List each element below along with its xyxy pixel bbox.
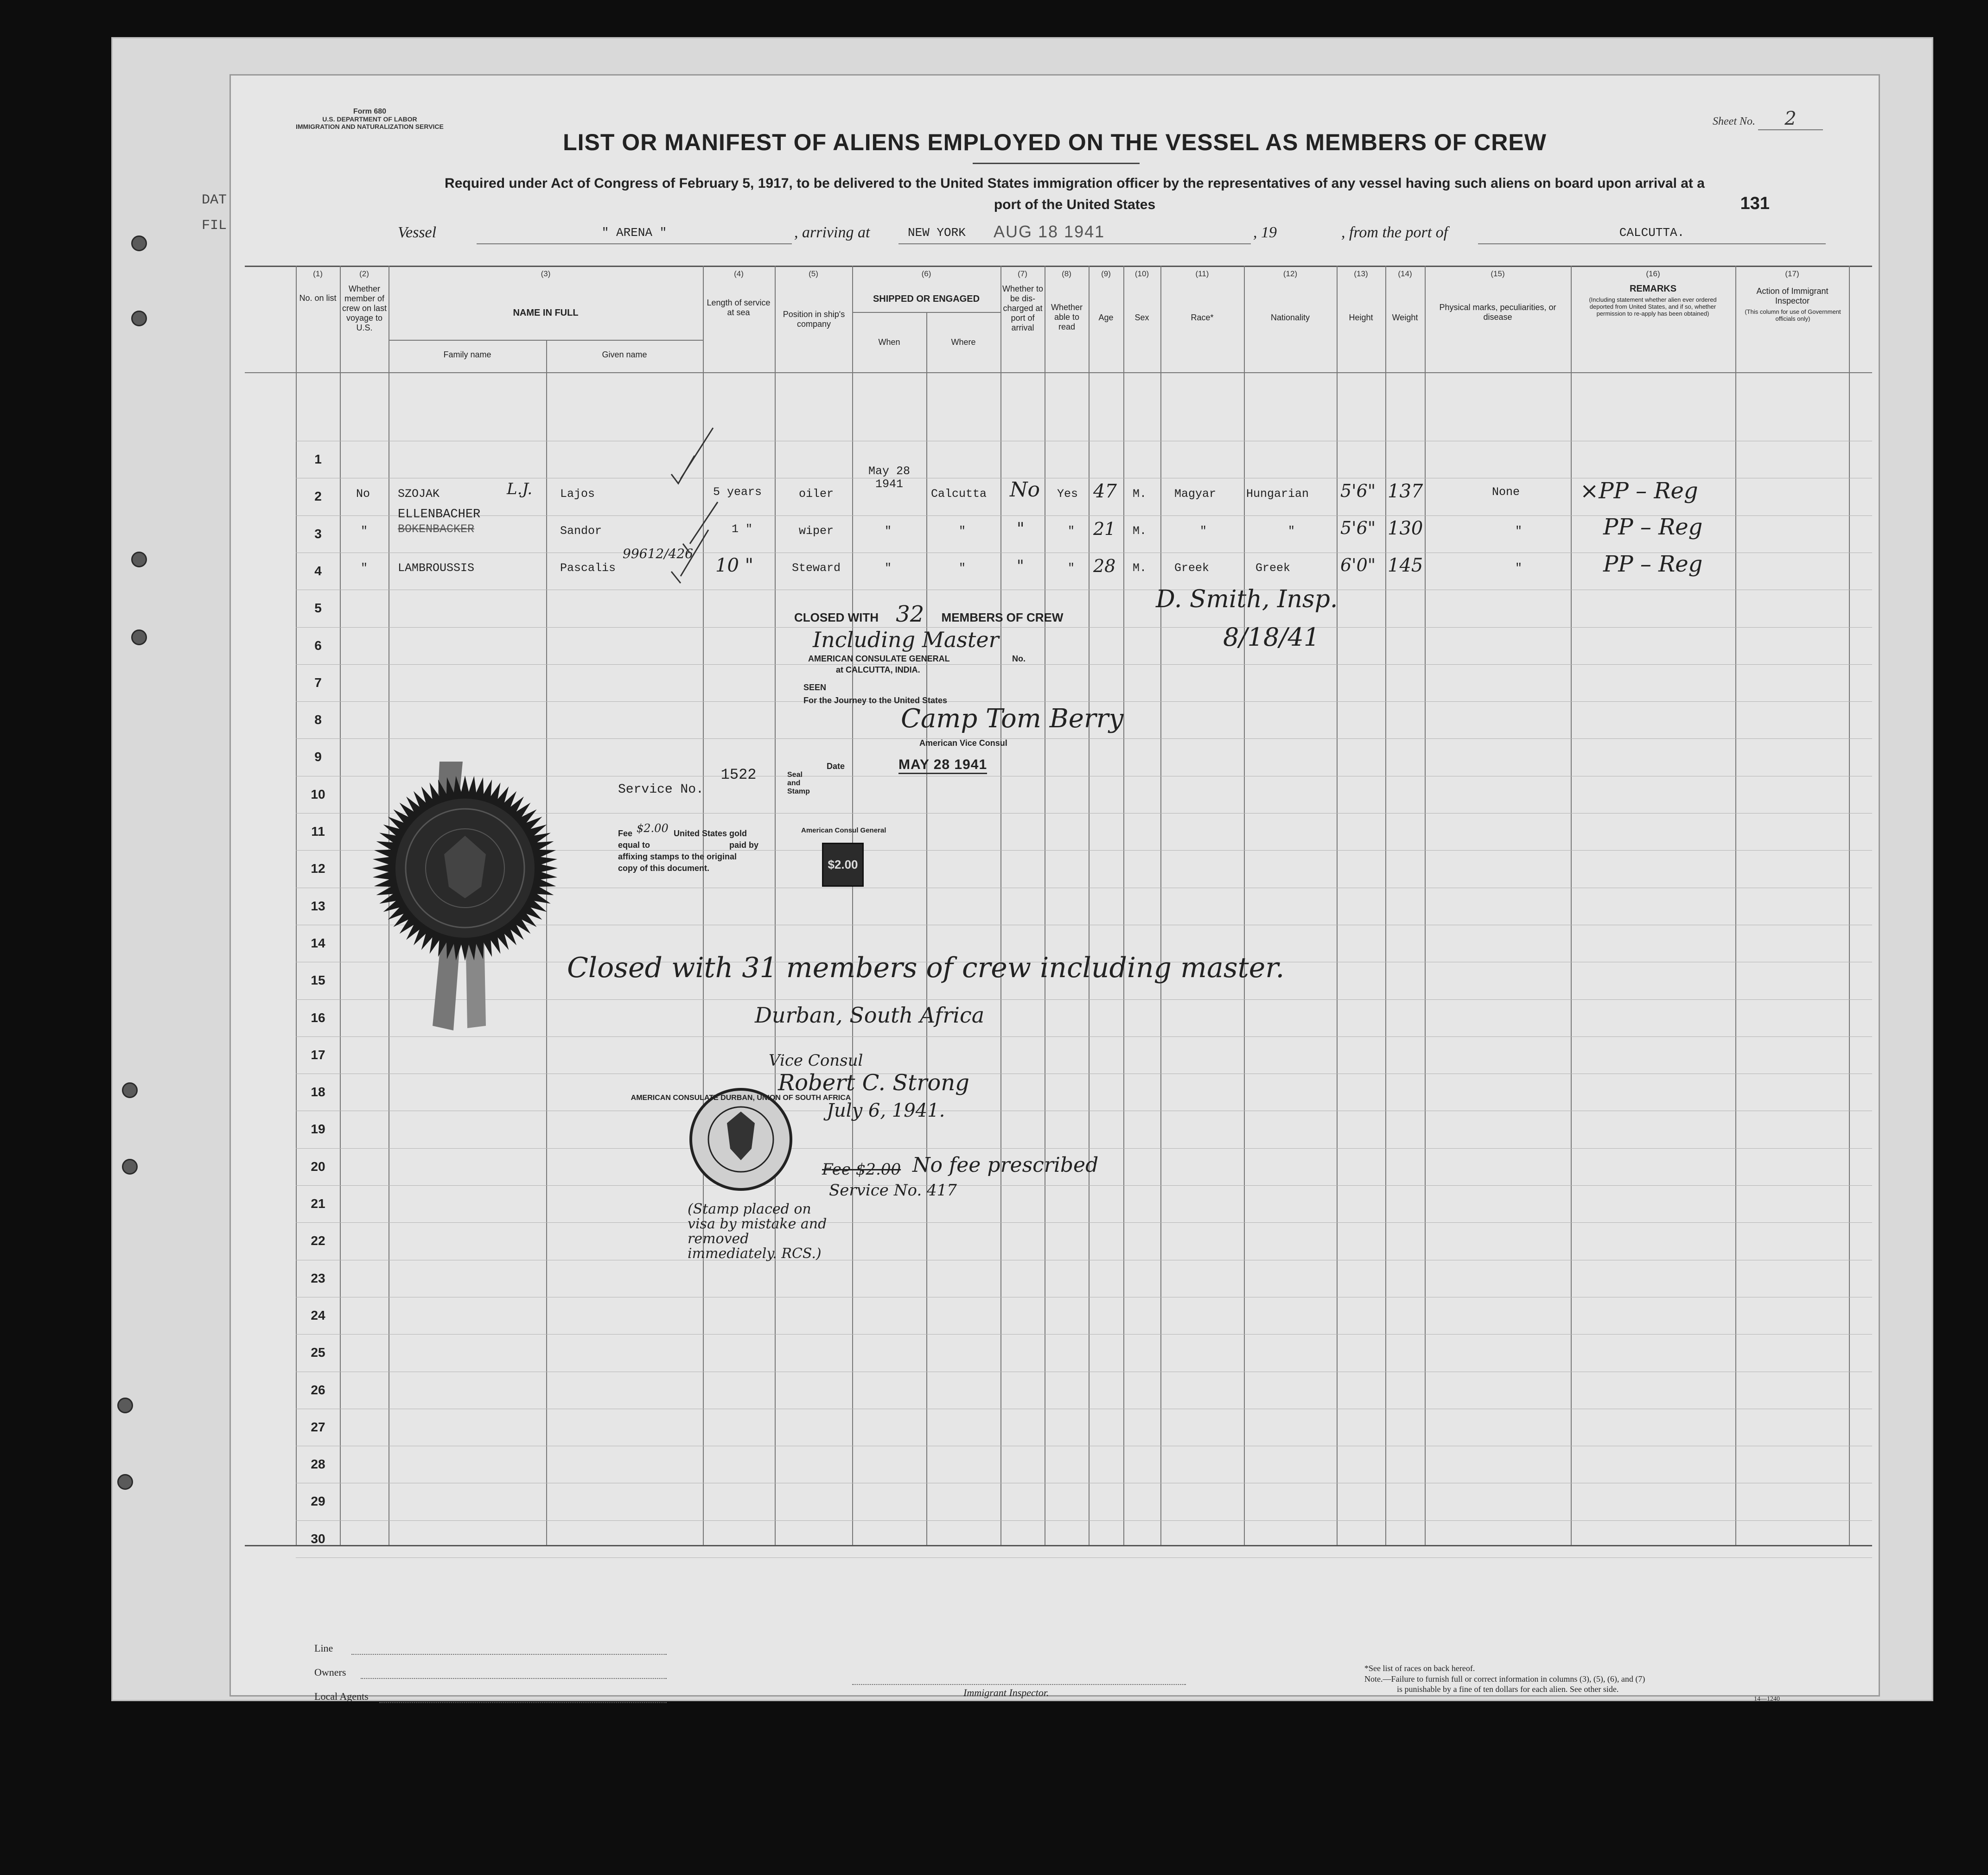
row2-weight: 130 [1388, 518, 1423, 539]
row3-remarks: PP – Reg [1603, 551, 1703, 577]
table-top-rule [245, 266, 1872, 267]
footer-owners-rule [361, 1678, 667, 1679]
footer-agents-label: Local Agents [314, 1691, 369, 1702]
row3-last-voyage: " [361, 561, 368, 575]
header-able-read: Whether able to read [1051, 303, 1083, 331]
header-name-in-full: NAME IN FULL [513, 308, 579, 318]
binder-hole [122, 1159, 138, 1175]
header-sex: Sex [1134, 313, 1149, 322]
inspector-date: 8/18/41 [1223, 623, 1320, 652]
row1-where: Calcutta [931, 487, 987, 501]
consular-seal [384, 752, 579, 1040]
consulate-seen: SEEN [803, 683, 827, 692]
column-number-6: (6) [921, 269, 931, 278]
line-number: 16 [311, 1010, 325, 1025]
row3-able-read: " [1068, 561, 1075, 575]
column-rule [1000, 266, 1001, 1545]
margin-note-top: DAT [202, 192, 227, 208]
row1-remarks: ×PP – Reg [1580, 478, 1698, 504]
header-remarks-note: (Including statement whether alien ever ordered deported from United States, and if so, whether permission to re-apply has been obtained) [1589, 296, 1717, 317]
row1-nationality: Hungarian [1246, 487, 1309, 501]
binder-hole [131, 552, 147, 567]
row3-age: 28 [1093, 556, 1116, 576]
fee-text-5: copy of this document. [618, 864, 710, 873]
form-title: LIST OR MANIFEST OF ALIENS EMPLOYED ON THE VESSEL AS MEMBERS OF CREW [563, 129, 1547, 155]
footer-note-2: is punishable by a fine of ten dollars for each alien. See other side. [1397, 1684, 1619, 1694]
row3-race: Greek [1174, 561, 1210, 575]
checkmark-annotations [662, 423, 755, 599]
row-rule [296, 1520, 1872, 1521]
year-label: , 19 [1253, 224, 1277, 241]
footer-inspector-label: Immigrant Inspector. [963, 1687, 1049, 1698]
row-rule [296, 1185, 1872, 1186]
durban-closed-note: Closed with 31 members of crew including master. [567, 952, 1285, 984]
column-number-10: (10) [1134, 269, 1149, 278]
line-number: 22 [311, 1233, 325, 1248]
line-number: 9 [314, 750, 322, 764]
header-remarks: REMARKS [1629, 284, 1677, 294]
line-number: 21 [311, 1196, 325, 1211]
header-height: Height [1349, 313, 1373, 322]
vessel-info-line [398, 224, 1826, 252]
row1-height: 5'6" [1340, 481, 1376, 501]
row1-discharged: No [1010, 478, 1040, 502]
row1-age: 47 [1093, 481, 1117, 502]
sheet-number-field [1713, 108, 1823, 130]
column-number-11: (11) [1195, 269, 1209, 278]
binder-hole [122, 1082, 138, 1098]
footer-agents-rule [379, 1702, 667, 1703]
row2-discharged: " [1017, 520, 1025, 539]
column-rule [340, 266, 341, 1545]
column-number-2: (2) [359, 269, 369, 278]
header-last-voyage: Whether member of crew on last voyage to U.S. [342, 284, 387, 332]
row1-family-mark: L.J. [507, 480, 533, 498]
row2-position: wiper [799, 524, 834, 538]
vessel-name: " ARENA " [477, 224, 792, 244]
service-number-line [618, 766, 757, 797]
fee-text-2: equal to [618, 840, 650, 850]
row2-race: " [1200, 524, 1207, 538]
row2-last-voyage: " [361, 524, 368, 538]
from-port-label: , from the port of [1341, 224, 1448, 241]
header-when: When [878, 337, 900, 347]
line-number: 5 [314, 601, 322, 616]
durban-stamp-note: (Stamp placed on visa by mistake and removed immediately. RCS.) [688, 1201, 827, 1262]
header-shipped-engaged: SHIPPED OR ENGAGED [873, 294, 980, 304]
line-number: 15 [311, 973, 325, 988]
form-identifier [296, 108, 444, 130]
column-number-12: (12) [1283, 269, 1298, 278]
line-number: 29 [311, 1494, 325, 1509]
row-rule [296, 1148, 1872, 1149]
row1-race: Magyar [1174, 487, 1217, 501]
footer-owners-label: Owners [314, 1666, 346, 1678]
row-rule [296, 1557, 1872, 1558]
column-number-15: (15) [1491, 269, 1505, 278]
calcutta-consulate-stamp [794, 585, 1124, 780]
column-number-1: (1) [313, 269, 323, 278]
column-number-7: (7) [1018, 269, 1027, 278]
column-number-8: (8) [1062, 269, 1071, 278]
row2-age: 21 [1093, 519, 1116, 539]
header-race: Race* [1191, 313, 1214, 322]
inspector-signature: D. Smith, Insp. [1156, 585, 1338, 613]
column-rule [1089, 266, 1090, 1545]
including-master-note: Including Master [813, 627, 999, 652]
line-number: 14 [311, 935, 325, 950]
header-position: Position in ship's company [783, 310, 845, 329]
column-rule [296, 266, 297, 1545]
footer-note-1: Note.—Failure to furnish full or correct information in columns (3), (5), (6), and (7) [1364, 1674, 1645, 1684]
revenue-stamp [822, 843, 864, 887]
row3-given-note: 99612/426 [623, 546, 693, 561]
fee-label: Fee [618, 829, 633, 838]
column-rule [926, 312, 927, 1545]
row3-where: " [959, 561, 966, 575]
stamp-date-value: MAY 28 1941 [898, 757, 987, 774]
sheet-number-value: 2 [1758, 108, 1823, 130]
header-bottom-rule [245, 372, 1872, 373]
stamp-date-label: Date [827, 762, 845, 771]
line-number: 27 [311, 1419, 325, 1434]
row1-family-name: SZOJAK [398, 487, 440, 501]
closed-with-count: 32 [896, 601, 924, 627]
row2-where: " [959, 524, 966, 538]
row2-remarks: PP – Reg [1603, 514, 1703, 540]
members-of-crew-label: MEMBERS OF CREW [941, 610, 1064, 624]
row3-height: 6'0" [1340, 555, 1376, 575]
header-given-name: Given name [602, 350, 647, 359]
row1-sex: M. [1133, 487, 1147, 501]
row3-sex: M. [1133, 561, 1147, 575]
row3-given-name: Pascalis [560, 561, 616, 575]
column-number-5: (5) [809, 269, 818, 278]
footer-races-note: *See list of races on back hereof. [1364, 1664, 1475, 1673]
row1-position: oiler [799, 487, 834, 501]
line-number: 2 [314, 489, 322, 504]
column-rule [1160, 266, 1161, 1545]
durban-signature-top: Vice Consul [769, 1051, 863, 1070]
row2-sex: M. [1133, 524, 1147, 538]
column-number-14: (14) [1398, 269, 1412, 278]
line-number: 26 [311, 1382, 325, 1397]
line-number: 4 [314, 563, 322, 578]
form-number: Form 680 [353, 108, 387, 115]
column-number-4: (4) [734, 269, 744, 278]
departure-port: CALCUTTA. [1478, 224, 1826, 244]
row2-when: " [885, 524, 892, 538]
binder-hole [131, 629, 147, 645]
line-number: 11 [311, 824, 325, 839]
binder-hole [117, 1398, 133, 1413]
row2-family-name: ELLENBACHER [398, 508, 481, 521]
header-length-service: Length of service at sea [707, 298, 771, 317]
header-no-on-list: No. on list [299, 293, 337, 303]
row2-given-name: Sandor [560, 524, 602, 538]
column-number-3: (3) [541, 269, 551, 278]
consulate-name: AMERICAN CONSULATE GENERAL [808, 654, 950, 663]
row2-physical: " [1515, 524, 1523, 538]
manifest-page-number: 131 [1740, 194, 1770, 213]
row3-family-name: LAMBROUSSIS [398, 561, 475, 575]
header-where: Where [951, 337, 976, 347]
consulate-no-label: No. [1012, 654, 1026, 663]
durban-place: Durban, South Africa [755, 1003, 985, 1028]
row2-height: 5'6" [1340, 518, 1376, 538]
line-number: 12 [311, 861, 325, 876]
column-rule [1571, 266, 1572, 1545]
header-physical-marks: Physical marks, peculiarities, or disease [1439, 303, 1556, 322]
line-number: 17 [311, 1047, 325, 1062]
binder-hole [117, 1474, 133, 1490]
row-rule [296, 1222, 1872, 1223]
row2-nationality: " [1288, 524, 1295, 538]
shipped-header-rule [852, 312, 1000, 313]
row1-last-voyage: No [356, 487, 370, 501]
line-number: 30 [311, 1531, 325, 1546]
line-number: 24 [311, 1308, 325, 1322]
line-number: 8 [314, 712, 322, 727]
row1-when: May 28 1941 [868, 464, 910, 491]
revenue-stamp-value: $2.00 [828, 858, 858, 871]
table-bottom-rule [245, 1545, 1872, 1546]
line-number: 13 [311, 898, 325, 913]
fee-value: $2.00 [637, 822, 669, 835]
row3-position: Steward [792, 561, 841, 575]
column-number-13: (13) [1354, 269, 1368, 278]
subtitle-line-2: port of the United States [994, 197, 1156, 212]
durban-service-no: Service No. 417 [829, 1181, 957, 1200]
row1-physical: None [1492, 485, 1520, 499]
column-number-9: (9) [1101, 269, 1111, 278]
line-number: 10 [311, 787, 325, 801]
arrival-port: NEW YORK [898, 224, 1251, 244]
name-header-rule [389, 340, 703, 341]
row3-when: " [885, 561, 892, 575]
arriving-label: , arriving at [794, 224, 870, 241]
column-rule [1385, 266, 1386, 1545]
line-number: 23 [311, 1271, 325, 1285]
line-number: 3 [314, 526, 322, 541]
row1-given-name: Lajos [560, 487, 595, 501]
column-number-17: (17) [1785, 269, 1799, 278]
row3-weight: 145 [1388, 555, 1423, 576]
form-service: IMMIGRATION AND NATURALIZATION SERVICE [296, 123, 444, 130]
fee-text-1: United States gold [674, 829, 747, 838]
line-number: 6 [314, 638, 322, 653]
header-nationality: Nationality [1270, 313, 1310, 322]
durban-seal-text: AMERICAN CONSULATE DURBAN, UNION OF SOUTH AFRICA [631, 1094, 851, 1102]
column-rule [1123, 266, 1124, 1545]
footer-print-code: 14—1240 [1754, 1696, 1780, 1703]
consulate-journey: For the Journey to the United States [803, 696, 948, 705]
seal-and-stamp-label: Seal and Stamp [787, 771, 810, 795]
footer-line-rule [351, 1654, 667, 1655]
line-number: 20 [311, 1159, 325, 1174]
closed-with-line [794, 601, 1063, 627]
row1-length: 5 years [713, 485, 762, 499]
line-number: 25 [311, 1345, 325, 1360]
row1-weight: 137 [1388, 481, 1423, 502]
title-underline [973, 163, 1140, 164]
row3-nationality: Greek [1255, 561, 1291, 575]
binder-hole [131, 311, 147, 326]
column-rule [1244, 266, 1245, 1545]
arrival-date-stamp: AUG 18 1941 [994, 222, 1105, 241]
consulate-city: at CALCUTTA, INDIA. [836, 665, 920, 674]
durban-signature-date: July 6, 1941. [827, 1100, 945, 1121]
column-number-16: (16) [1646, 269, 1660, 278]
sheet-number-label: Sheet No. [1713, 115, 1755, 127]
vice-consul-signature: Camp Tom Berry [901, 704, 1124, 734]
header-discharged: Whether to be dis-charged at port of arrival [1002, 284, 1044, 332]
fee-text-4: affixing stamps to the original [618, 852, 737, 861]
manifest-sheet [229, 74, 1880, 1703]
consul-general-label: American Consul General [801, 826, 886, 834]
footer-line-label: Line [314, 1642, 333, 1654]
line-number: 1 [314, 452, 322, 466]
row1-able-read: Yes [1057, 487, 1078, 501]
margin-note-bottom: FIL [202, 218, 227, 234]
header-age: Age [1098, 313, 1114, 322]
service-number: 1522 [720, 766, 757, 783]
header-weight: Weight [1392, 313, 1418, 322]
header-family-name: Family name [443, 350, 491, 359]
fee-text-3: paid by [729, 840, 759, 850]
line-number: 19 [311, 1122, 325, 1137]
line-number: 18 [311, 1085, 325, 1100]
durban-no-fee: No fee prescribed [912, 1153, 1099, 1177]
row3-discharged: " [1017, 557, 1024, 575]
service-fee-stamp [618, 766, 905, 919]
line-number: 28 [311, 1457, 325, 1472]
column-rule [1849, 266, 1850, 1545]
row-rule [296, 1334, 1872, 1335]
row3-physical: " [1515, 561, 1523, 575]
header-inspector-action: Action of Immigrant Inspector [1756, 286, 1829, 305]
column-rule [1735, 266, 1736, 1545]
durban-fee-struck: Fee $2.00 [822, 1160, 901, 1179]
crew-table [245, 266, 1872, 1545]
row2-length: 1 " [732, 522, 753, 536]
line-number: 7 [314, 675, 322, 690]
row3-length: 10 " [715, 555, 754, 576]
column-rule [1337, 266, 1338, 1545]
closed-with-label: CLOSED WITH [794, 610, 879, 624]
column-rule [1425, 266, 1426, 1545]
row2-family-struck: BOKENBACKER [398, 522, 475, 536]
vice-consul-title: American Vice Consul [919, 738, 1007, 748]
binder-hole [131, 235, 147, 251]
header-inspector-note: (This column for use of Government officials only) [1745, 308, 1841, 322]
footer-inspector-rule [852, 1684, 1186, 1685]
row2-able-read: " [1068, 524, 1075, 538]
form-subtitle [314, 173, 1835, 216]
service-label: Service No. [618, 782, 704, 797]
form-department: U.S. DEPARTMENT OF LABOR [322, 115, 417, 123]
durban-signature: Robert C. Strong [778, 1070, 969, 1096]
durban-round-seal [631, 1086, 851, 1193]
subtitle-line-1: Required under Act of Congress of February 5, 1917, to be delivered to the United States immigration officer by the representatives of any vessel having such aliens on board upon arrival at a [445, 176, 1705, 191]
vessel-label: Vessel [398, 224, 437, 241]
